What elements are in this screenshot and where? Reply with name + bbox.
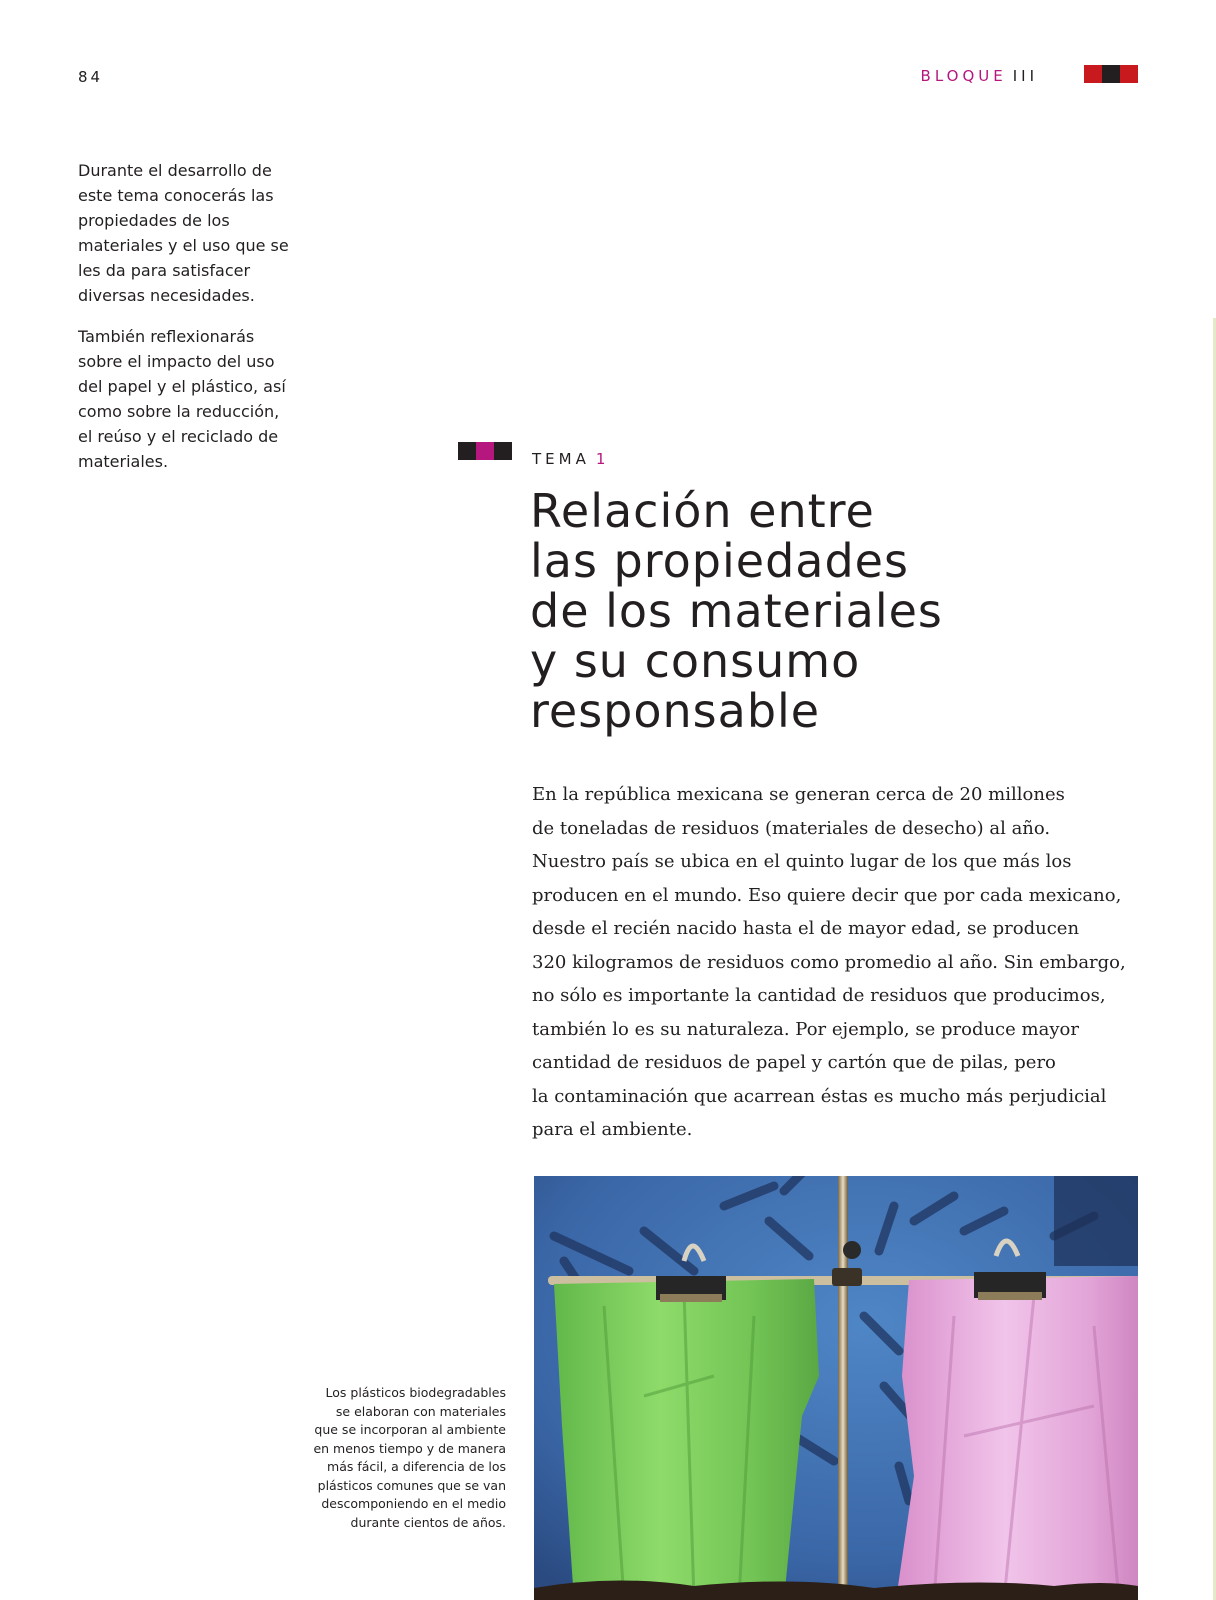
stand-pole bbox=[838, 1176, 848, 1600]
body-line: desde el recién nacido hasta el de mayor edad, se producen bbox=[532, 918, 1080, 939]
stand-clamp bbox=[832, 1268, 862, 1286]
title-line: responsable bbox=[530, 684, 821, 738]
caption-line: más fácil, a diferencia de los bbox=[327, 1459, 506, 1474]
body-line: de toneladas de residuos (materiales de desecho) al año. bbox=[532, 817, 1051, 839]
tema-word: TEMA bbox=[532, 450, 590, 468]
tema-square-2 bbox=[476, 442, 494, 460]
block-word: BLOQUE bbox=[920, 67, 1007, 85]
pink-bag bbox=[896, 1276, 1138, 1600]
caption-line: en menos tiempo y de manera bbox=[313, 1440, 506, 1456]
caption-line: plásticos comunes que se van bbox=[317, 1477, 506, 1493]
tema-square-1 bbox=[458, 442, 476, 460]
tema-square-3 bbox=[494, 442, 512, 460]
tema-label bbox=[532, 450, 609, 468]
title-line: Relación entre bbox=[530, 484, 875, 538]
title-line: las propiedades bbox=[530, 534, 909, 588]
block-squares-decoration bbox=[1084, 65, 1138, 83]
body-line: producen en el mundo. Eso quiere decir que por cada mexicano, bbox=[532, 884, 1122, 906]
caption-line: Los plásticos biodegradables bbox=[325, 1385, 506, 1400]
block-number: III bbox=[1012, 67, 1038, 85]
photo-caption bbox=[298, 1384, 506, 1532]
body-line: En la república mexicana se generan cerca de 20 millones bbox=[532, 784, 1065, 805]
block-square-1 bbox=[1084, 65, 1102, 83]
body-line: también lo es su naturaleza. Por ejemplo, se produce mayor bbox=[532, 1018, 1079, 1040]
body-line: la contaminación que acarrean éstas es mucho más perjudicial bbox=[532, 1085, 1107, 1107]
biodegradable-bags-photo bbox=[534, 1176, 1138, 1600]
page-title bbox=[530, 486, 1050, 736]
page-number: 84 bbox=[78, 68, 104, 86]
title-line: de los materiales bbox=[530, 584, 943, 638]
body-line: cantidad de residuos de papel y cartón que de pilas, pero bbox=[532, 1052, 1056, 1073]
intro-sidebar bbox=[78, 158, 298, 474]
block-square-3 bbox=[1120, 65, 1138, 83]
stand-knob bbox=[843, 1241, 861, 1259]
body-paragraph bbox=[532, 778, 1142, 1147]
caption-line: descomponiendo en el medio bbox=[321, 1496, 506, 1511]
backdrop-dark-corner bbox=[1054, 1176, 1138, 1266]
body-line: Nuestro país se ubica en el quinto lugar de los que más los bbox=[532, 851, 1072, 872]
title-line: y su consumo bbox=[530, 634, 861, 688]
caption-line: que se incorporan al ambiente bbox=[314, 1422, 506, 1437]
tema-squares-decoration bbox=[458, 442, 512, 460]
caption-line: se elaboran con materiales bbox=[335, 1403, 506, 1419]
caption-line: durante cientos de años. bbox=[350, 1514, 506, 1530]
intro-paragraph-1: Durante el desarrollo de este tema conocerás las propiedades de los materiales y el uso que se les da para satisfacer diversas necesidades. bbox=[78, 161, 289, 305]
block-square-2 bbox=[1102, 65, 1120, 83]
tema-number: 1 bbox=[595, 450, 610, 468]
body-line: para el ambiente. bbox=[532, 1119, 693, 1140]
body-line: 320 kilogramos de residuos como promedio al año. Sin embargo, bbox=[532, 951, 1126, 973]
body-line: no sólo es importante la cantidad de residuos que producimos, bbox=[532, 985, 1106, 1006]
intro-paragraph-2: También reflexionarás sobre el impacto del uso del papel y el plástico, así como sobre la reducción, el reúso y el reciclado de materiales. bbox=[78, 327, 286, 471]
block-label bbox=[921, 67, 1038, 85]
